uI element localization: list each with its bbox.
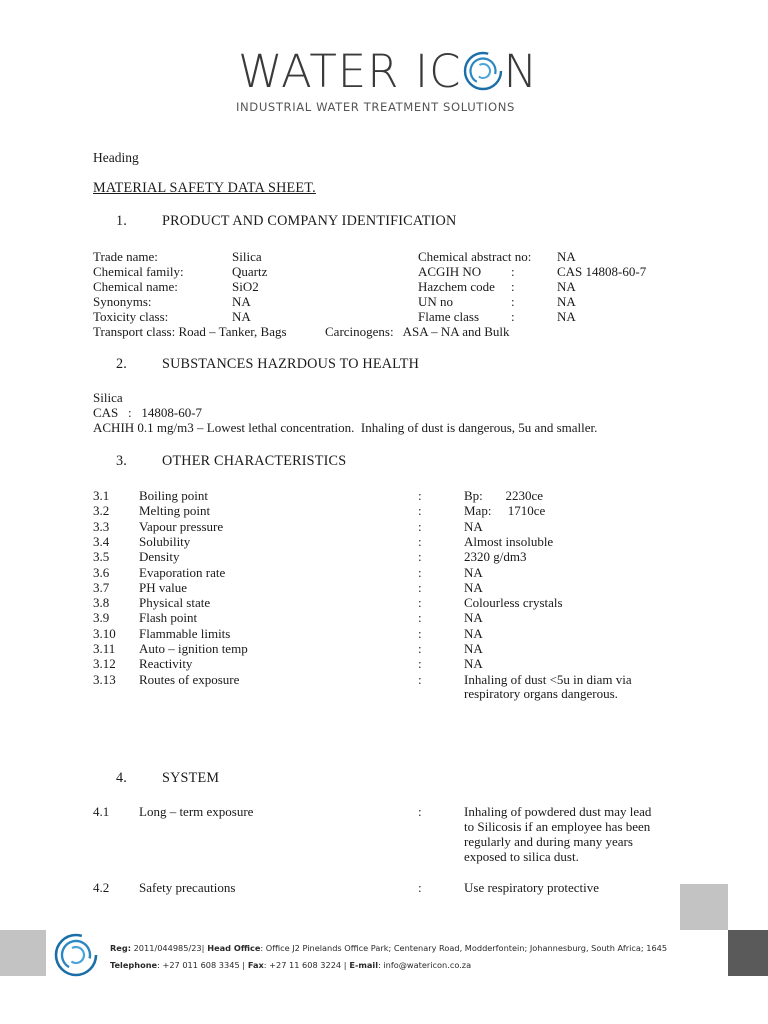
ident-value: Quartz (232, 264, 268, 279)
s3-row-number: 3.12 (93, 656, 116, 671)
footer-grey-block-right (680, 884, 728, 930)
ident-label: Trade name: (93, 249, 158, 264)
s2-line: CAS : 14808-60-7 (93, 405, 203, 420)
footer-line-1 (110, 943, 667, 953)
s3-row-value: NA (464, 656, 483, 671)
footer-office-value: : Office J2 Pinelands Office Park; Centenary Road, Modderfontein; Johannesburg, South Africa; 1645 (260, 943, 668, 953)
s3-row-number: 3.1 (93, 488, 110, 503)
section-2-title: SUBSTANCES HAZRDOUS TO HEALTH (162, 356, 420, 372)
ident-label: Toxicity class: (93, 309, 169, 324)
ident-value: NA (232, 309, 251, 324)
logo-ring-icon (463, 51, 503, 91)
s3-row-value: NA (464, 626, 483, 641)
s3-row-number: 3.3 (93, 519, 110, 534)
s2-line: Silica (93, 390, 123, 405)
doc-heading: Heading (93, 150, 139, 165)
section-3-number: 3. (116, 453, 128, 469)
doc-title: MATERIAL SAFETY DATA SHEET. (93, 180, 316, 196)
s3-row-label: Reactivity (139, 656, 193, 671)
s3-row-value: Almost insoluble (464, 534, 554, 549)
ident-sep: : (511, 294, 515, 309)
section-1-number: 1. (116, 213, 128, 229)
s3-row-colon: : (418, 580, 422, 595)
ident-label: UN no (418, 294, 454, 309)
ident-label: ACGIH NO (418, 264, 482, 279)
s3-row-value: NA (464, 610, 483, 625)
ident-value: CAS 14808-60-7 (557, 264, 647, 279)
footer-dark-block-right (728, 930, 768, 976)
s3-row-label: Vapour pressure (139, 519, 224, 534)
s3-row-number: 3.9 (93, 610, 110, 625)
ident-sep: : (511, 279, 515, 294)
section-4-number: 4. (116, 770, 128, 786)
ident-label: Chemical abstract no: (418, 249, 532, 264)
s3-row-value: Bp: 2230ce (464, 488, 544, 503)
s4-2-value: Use respiratory protective (464, 880, 600, 895)
footer-reg-label: Reg: (110, 943, 131, 953)
carcinogens: Carcinogens: ASA – NA and Bulk (325, 324, 510, 339)
s3-row-number: 3.5 (93, 549, 110, 564)
s3-row-colon: : (418, 534, 422, 549)
ident-value: NA (557, 294, 576, 309)
ident-value: NA (557, 279, 576, 294)
s3-row-colon: : (418, 565, 422, 580)
s3-row-number: 3.8 (93, 595, 110, 610)
s3-row-number: 3.2 (93, 503, 110, 518)
s3-row-number: 3.13 (93, 672, 116, 687)
logo-text-right: N (503, 45, 539, 98)
logo-text-left: WATER IC (238, 45, 462, 98)
s4-1-label: Long – term exposure (139, 804, 254, 819)
s3-row-label: Flammable limits (139, 626, 231, 641)
s3-row-label: Routes of exposure (139, 672, 240, 687)
footer-line-2 (110, 960, 471, 970)
s3-row-colon: : (418, 626, 422, 641)
s3-row-colon: : (418, 488, 422, 503)
ident-label: Synonyms: (93, 294, 152, 309)
s3-row-colon: : (418, 503, 422, 518)
s3-row-colon: : (418, 656, 422, 671)
footer-office-label: Head Office (204, 943, 261, 953)
ident-value: NA (557, 249, 576, 264)
footer-tel-label: Telephone (110, 960, 158, 970)
company-logo (236, 44, 539, 120)
ident-label: Chemical family: (93, 264, 184, 279)
footer-fax-label: Fax (245, 960, 264, 970)
s3-row-colon: : (418, 672, 422, 687)
ident-value: SiO2 (232, 279, 259, 294)
footer-grey-block-left (0, 930, 46, 976)
s4-1-line: regularly and during many years (464, 834, 633, 849)
footer-tel-value: : +27 011 608 3345 | (157, 960, 246, 970)
s3-row-colon: : (418, 595, 422, 610)
s3-row-value: Colourless crystals (464, 595, 563, 610)
ident-label: Chemical name: (93, 279, 178, 294)
s3-row-colon: : (418, 641, 422, 656)
s3-row-value: 2320 g/dm3 (464, 549, 527, 564)
s4-2-number: 4.2 (93, 880, 110, 895)
s3-row-value: NA (464, 580, 483, 595)
ident-sep: : (511, 309, 515, 324)
s4-1-colon: : (418, 804, 422, 819)
section-2-number: 2. (116, 356, 128, 372)
footer-logo-ring-icon (53, 932, 99, 978)
s3-row-label: Density (139, 549, 180, 564)
s3-row-colon: : (418, 610, 422, 625)
section-1-title: PRODUCT AND COMPANY IDENTIFICATION (162, 213, 457, 229)
s3-row-colon: : (418, 549, 422, 564)
s3-row-colon: : (418, 519, 422, 534)
logo-tagline: INDUSTRIAL WATER TREATMENT SOLUTIONS (236, 100, 515, 114)
section-4-title: SYSTEM (162, 770, 220, 786)
ident-label: Flame class (418, 309, 480, 324)
s3-row-number: 3.4 (93, 534, 110, 549)
ident-value: Silica (232, 249, 262, 264)
s3-row-number: 3.7 (93, 580, 110, 595)
logo-wordmark (238, 44, 538, 100)
s3-row-label: Flash point (139, 610, 198, 625)
footer-email-label: E-mail (346, 960, 379, 970)
ident-sep: : (511, 264, 515, 279)
s3-row-value: Map: 1710ce (464, 503, 546, 518)
ident-value: NA (232, 294, 251, 309)
s3-row-value: Inhaling of dust <5u in diam via (464, 672, 632, 687)
s3-row-label: Solubility (139, 534, 191, 549)
ident-label: Hazchem code (418, 279, 495, 294)
s3-row-label: Auto – ignition temp (139, 641, 248, 656)
s3-row-label: Physical state (139, 595, 211, 610)
s4-2-label: Safety precautions (139, 880, 236, 895)
s4-1-number: 4.1 (93, 804, 110, 819)
s3-row-label: Boiling point (139, 488, 208, 503)
s4-1-line: exposed to silica dust. (464, 849, 579, 864)
s2-line: ACHIH 0.1 mg/m3 – Lowest lethal concentration. Inhaling of dust is dangerous, 5u and smaller. (93, 420, 598, 435)
s3-row-value: NA (464, 641, 483, 656)
transport-class: Transport class: Road – Tanker, Bags (93, 324, 287, 339)
s3-row-value: NA (464, 519, 483, 534)
s4-1-line: Inhaling of powdered dust may lead (464, 804, 652, 819)
section-3-title: OTHER CHARACTERISTICS (162, 453, 347, 469)
s3-row-label: PH value (139, 580, 188, 595)
s3-row-number: 3.6 (93, 565, 110, 580)
s3-row-value: NA (464, 565, 483, 580)
footer-reg-value: 2011/044985/23| (131, 943, 205, 953)
ident-value: NA (557, 309, 576, 324)
s3-row-number: 3.10 (93, 626, 116, 641)
s3-row-label: Evaporation rate (139, 565, 226, 580)
s4-1-line: to Silicosis if an employee has been (464, 819, 651, 834)
footer-fax-value: : +27 11 608 3224 | (263, 960, 347, 970)
s3-row-number: 3.11 (93, 641, 116, 656)
s3-13-continuation: respiratory organs dangerous. (464, 686, 618, 701)
s3-row-label: Melting point (139, 503, 211, 518)
s4-2-colon: : (418, 880, 422, 895)
footer-email-link[interactable]: : info@watericon.co.za (378, 960, 472, 970)
